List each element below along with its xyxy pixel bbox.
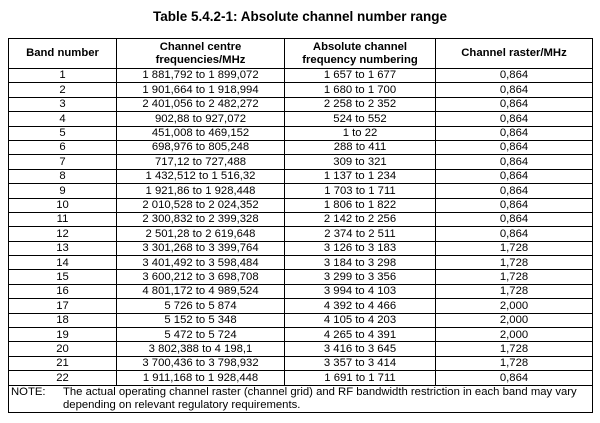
channel-numbering-cell: 4 105 to 4 203 (285, 313, 436, 327)
note-row (9, 385, 593, 412)
band-number-cell: 3 (9, 97, 117, 111)
channel-raster-cell: 2,000 (436, 299, 593, 313)
note-text: The actual operating channel raster (channel grid) and RF bandwidth restriction in each band may vary depending on relevant regulatory requirements. (63, 385, 577, 411)
channel-raster-cell: 0,864 (436, 112, 593, 126)
table-row (9, 83, 593, 97)
frequency-range-cell: 717,12 to 727,488 (117, 155, 285, 169)
channel-raster-cell: 1,728 (436, 284, 593, 298)
channel-numbering-cell: 1 to 22 (285, 126, 436, 140)
band-number-cell: 20 (9, 342, 117, 356)
channel-numbering-cell: 1 691 to 1 711 (285, 371, 436, 385)
table-row (9, 284, 593, 298)
channel-raster-cell: 1,728 (436, 270, 593, 284)
table-row (9, 241, 593, 255)
channel-raster-cell: 0,864 (436, 140, 593, 154)
channel-raster-cell: 0,864 (436, 83, 593, 97)
header-channel-raster: Channel raster/MHz (436, 39, 593, 69)
header-absolute-channel-numbering: Absolute channel frequency numbering (285, 39, 436, 69)
frequency-range-cell: 3 700,436 to 3 798,932 (117, 356, 285, 370)
channel-numbering-cell: 4 265 to 4 391 (285, 328, 436, 342)
table-row (9, 299, 593, 313)
band-number-cell: 14 (9, 256, 117, 270)
band-number-cell: 9 (9, 184, 117, 198)
channel-numbering-cell: 1 680 to 1 700 (285, 83, 436, 97)
frequency-range-cell: 2 010,528 to 2 024,352 (117, 198, 285, 212)
channel-numbering-cell: 3 184 to 3 298 (285, 256, 436, 270)
table-row (9, 371, 593, 385)
band-number-cell: 18 (9, 313, 117, 327)
channel-raster-cell: 1,728 (436, 342, 593, 356)
channel-raster-cell: 0,864 (436, 184, 593, 198)
channel-raster-cell: 0,864 (436, 97, 593, 111)
channel-numbering-cell: 3 357 to 3 414 (285, 356, 436, 370)
frequency-range-cell: 1 881,792 to 1 899,072 (117, 69, 285, 83)
frequency-range-cell: 5 152 to 5 348 (117, 313, 285, 327)
table-row (9, 126, 593, 140)
band-number-cell: 6 (9, 140, 117, 154)
frequency-range-cell: 3 301,268 to 3 399,764 (117, 241, 285, 255)
frequency-range-cell: 3 802,388 to 4 198,1 (117, 342, 285, 356)
band-number-cell: 15 (9, 270, 117, 284)
channel-raster-cell: 2,000 (436, 313, 593, 327)
band-number-cell: 19 (9, 328, 117, 342)
channel-numbering-cell: 1 657 to 1 677 (285, 69, 436, 83)
table-body (9, 69, 593, 413)
channel-numbering-cell: 1 137 to 1 234 (285, 169, 436, 183)
table-title: Table 5.4.2-1: Absolute channel number range (152, 9, 448, 24)
channel-numbering-cell: 288 to 411 (285, 140, 436, 154)
header-row (9, 39, 593, 69)
table-row (9, 313, 593, 327)
table-row (9, 227, 593, 241)
frequency-range-cell: 3 401,492 to 3 598,484 (117, 256, 285, 270)
band-number-cell: 4 (9, 112, 117, 126)
band-number-cell: 22 (9, 371, 117, 385)
band-number-cell: 2 (9, 83, 117, 97)
channel-raster-cell: 0,864 (436, 227, 593, 241)
frequency-range-cell: 451,008 to 469,152 (117, 126, 285, 140)
table-row (9, 155, 593, 169)
header-band-number: Band number (9, 39, 117, 69)
channel-number-table (8, 38, 593, 413)
channel-raster-cell: 0,864 (436, 371, 593, 385)
channel-numbering-cell: 2 258 to 2 352 (285, 97, 436, 111)
band-number-cell: 13 (9, 241, 117, 255)
table-row (9, 97, 593, 111)
note-cell (9, 385, 593, 412)
table-row (9, 356, 593, 370)
table-row (9, 270, 593, 284)
channel-numbering-cell: 3 994 to 4 103 (285, 284, 436, 298)
table-row (9, 198, 593, 212)
band-number-cell: 21 (9, 356, 117, 370)
channel-numbering-cell: 2 374 to 2 511 (285, 227, 436, 241)
frequency-range-cell: 1 911,168 to 1 928,448 (117, 371, 285, 385)
band-number-cell: 1 (9, 69, 117, 83)
table-row (9, 342, 593, 356)
frequency-range-cell: 5 472 to 5 724 (117, 328, 285, 342)
channel-raster-cell: 1,728 (436, 241, 593, 255)
table-row (9, 212, 593, 226)
frequency-range-cell: 1 901,664 to 1 918,994 (117, 83, 285, 97)
channel-raster-cell: 0,864 (436, 126, 593, 140)
channel-numbering-cell: 4 392 to 4 466 (285, 299, 436, 313)
channel-raster-cell: 0,864 (436, 155, 593, 169)
frequency-range-cell: 902,88 to 927,072 (117, 112, 285, 126)
channel-numbering-cell: 1 806 to 1 822 (285, 198, 436, 212)
band-number-cell: 8 (9, 169, 117, 183)
header-channel-centre-frequencies: Channel centre frequencies/MHz (117, 39, 285, 69)
channel-numbering-cell: 309 to 321 (285, 155, 436, 169)
note-label: NOTE: (11, 385, 46, 398)
channel-numbering-cell: 3 126 to 3 183 (285, 241, 436, 255)
band-number-cell: 10 (9, 198, 117, 212)
channel-numbering-cell: 3 416 to 3 645 (285, 342, 436, 356)
band-number-cell: 5 (9, 126, 117, 140)
channel-raster-cell: 2,000 (436, 328, 593, 342)
channel-numbering-cell: 3 299 to 3 356 (285, 270, 436, 284)
frequency-range-cell: 1 921,86 to 1 928,448 (117, 184, 285, 198)
table-row (9, 256, 593, 270)
frequency-range-cell: 3 600,212 to 3 698,708 (117, 270, 285, 284)
channel-numbering-cell: 1 703 to 1 711 (285, 184, 436, 198)
band-number-cell: 16 (9, 284, 117, 298)
channel-raster-cell: 0,864 (436, 198, 593, 212)
table-row (9, 69, 593, 83)
table-row (9, 112, 593, 126)
table-row (9, 184, 593, 198)
band-number-cell: 11 (9, 212, 117, 226)
band-number-cell: 17 (9, 299, 117, 313)
table-row (9, 169, 593, 183)
channel-raster-cell: 1,728 (436, 356, 593, 370)
table-row (9, 328, 593, 342)
frequency-range-cell: 4 801,172 to 4 989,524 (117, 284, 285, 298)
band-number-cell: 12 (9, 227, 117, 241)
channel-raster-cell: 0,864 (436, 169, 593, 183)
channel-numbering-cell: 2 142 to 2 256 (285, 212, 436, 226)
frequency-range-cell: 5 726 to 5 874 (117, 299, 285, 313)
frequency-range-cell: 698,976 to 805,248 (117, 140, 285, 154)
channel-raster-cell: 1,728 (436, 256, 593, 270)
channel-raster-cell: 0,864 (436, 212, 593, 226)
channel-raster-cell: 0,864 (436, 69, 593, 83)
frequency-range-cell: 2 501,28 to 2 619,648 (117, 227, 285, 241)
frequency-range-cell: 2 300,832 to 2 399,328 (117, 212, 285, 226)
table-row (9, 140, 593, 154)
channel-numbering-cell: 524 to 552 (285, 112, 436, 126)
frequency-range-cell: 1 432,512 to 1 516,32 (117, 169, 285, 183)
band-number-cell: 7 (9, 155, 117, 169)
frequency-range-cell: 2 401,056 to 2 482,272 (117, 97, 285, 111)
